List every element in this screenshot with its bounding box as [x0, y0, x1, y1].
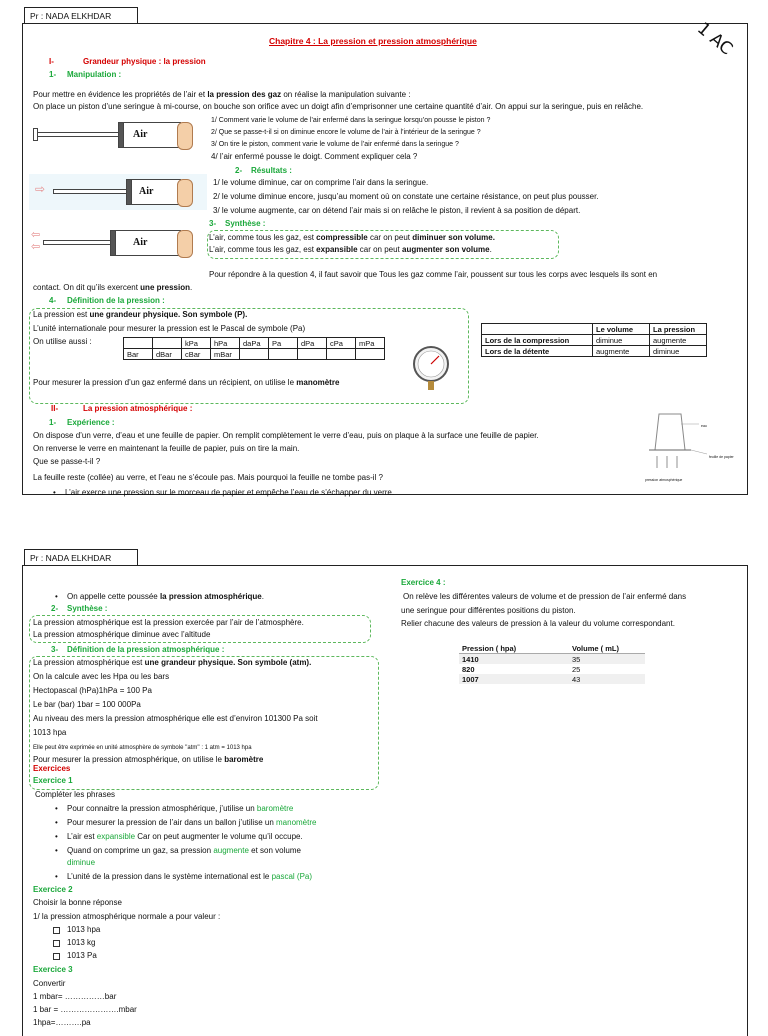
fig-label-eau: eau: [701, 424, 707, 428]
synthese-title: Synthèse :: [225, 219, 266, 228]
exercise-1-item: • L’unité de la pression dans le système international est le pascal (Pa): [67, 872, 312, 882]
ex4-cell: 43: [569, 674, 645, 684]
intro-line-1: Pour mettre en évidence les propriétés de l’air et la pression des gaz on réalise la manipulation suivante :: [33, 90, 411, 99]
units-row-bottom: [124, 349, 385, 360]
exercise-4-header-row: [459, 643, 645, 654]
exercise-4-line-3: Relier chacune des valeurs de pression à la valeur du volume correspondant.: [401, 619, 675, 628]
exercise-3-line: 1 mbar= ……………bar: [33, 992, 117, 1001]
unit-cell: hPa: [211, 338, 240, 349]
syringe-air-label-3: Air: [133, 237, 148, 248]
definition-num: 4-: [49, 296, 57, 305]
finger-icon: [177, 179, 193, 207]
unit-cell: cBar: [182, 349, 211, 360]
synthese-2-num: 2-: [51, 604, 59, 613]
ex4-cell: 1007: [459, 674, 569, 684]
synthese-num: 3-: [209, 219, 217, 228]
exercise-4-title: Exercice 4 :: [401, 578, 446, 587]
definition-2-line-1: La pression atmosphérique est une grandeur physique. Son symbole (atm).: [33, 658, 312, 667]
exercise-4-row: [459, 674, 645, 684]
intro-line-2: On place un piston d’une seringue à mi-course, on bouche son orifice avec un doigt afin d’emprisonner une certaine quantité d’air. On appui sur la seringue, puis en relâche.: [33, 102, 644, 111]
synthese-2-title: Synthèse :: [67, 604, 108, 613]
unit-cell: [240, 349, 269, 360]
exercise-2-option[interactable]: 1013 kg: [67, 938, 96, 947]
exercise-1-instruction: Compléter les phrases: [35, 790, 116, 799]
compare-row: [482, 346, 707, 357]
definition-line-2: L’unité internationale pour mesurer la pression est le Pascal de symbole (Pa): [33, 324, 306, 333]
definition-2-small: Elle peut être exprimée en unité atmosphère de symbole ''atm'' : 1 atm = 1013 hpa: [33, 745, 252, 751]
finger-icon: [177, 122, 193, 150]
result-2: 2/ le volume diminue encore, jusqu’au moment où on constate une certaine résistance, on peut plus pousser.: [213, 192, 599, 201]
ex4-header-cell: Volume ( mL): [569, 643, 645, 654]
fig-label-feuille: feuille de papier: [709, 455, 734, 459]
exercise-1-item-4-cont: diminue: [67, 858, 96, 867]
exercise-2-question: 1/ la pression atmosphérique normale a pour valeur :: [33, 912, 221, 921]
unit-cell: Bar: [124, 349, 153, 360]
exercise-1-item: • L’air est expansible Car on peut augmenter le volume qu’il occupe.: [67, 832, 303, 842]
manometer-line: Pour mesurer la pression d’un gaz enfermé dans un récipient, on utilise le manomètre: [33, 378, 340, 387]
exercise-3-instruction: Convertir: [33, 979, 66, 988]
arrow-left-icon: ⇦: [31, 229, 41, 241]
class-mark: 1 AC: [693, 18, 737, 60]
unit-cell: [124, 338, 153, 349]
exercise-3-line: 1 bar = ………………….mbar: [33, 1005, 137, 1014]
answer-4-line-1: Pour répondre à la question 4, il faut savoir que Tous les gaz comme l’air, poussent sur tous les corps avec lesquels ils sont en: [209, 270, 658, 279]
exercise-1-title: Exercice 1: [33, 776, 73, 785]
unit-cell: [269, 349, 298, 360]
atm-bullet: • On appelle cette poussée la pression atmosphérique.: [67, 592, 264, 602]
question-1: 1/ Comment varie le volume de l’air enfermé dans la seringue lorsqu’on pousse le piston ?: [211, 117, 491, 124]
ex4-cell: 1410: [459, 654, 569, 665]
exercise-4-line-2: une seringue pour différentes positions du piston.: [401, 606, 576, 615]
unit-cell: daPa: [240, 338, 269, 349]
compare-header-cell: La pression: [650, 324, 707, 335]
experience-line-3: Que se passe-t-il ?: [33, 457, 101, 466]
manometer-icon: [411, 344, 451, 394]
definition-2-line-2: On la calcule avec les Hpa ou les bars: [33, 672, 170, 681]
compare-cell: diminue: [650, 346, 707, 357]
manip-title: Manipulation :: [67, 70, 122, 79]
synthese-2-line-1: La pression atmosphérique est la pression exercée par l’air de l’atmosphère.: [33, 618, 304, 627]
exercise-2-instruction: Choisir la bonne réponse: [33, 898, 122, 907]
question-2: 2/ Que se passe-t-il si on diminue encore le volume de l’air à l’intérieur de la seringue ?: [211, 129, 481, 136]
unit-cell: dPa: [298, 338, 327, 349]
experience-line-1: On dispose d’un verre, d’eau et une feuille de papier. On remplit complètement le verre d’eau, puis on plaque à la surface une feuille de papier.: [33, 431, 539, 440]
syringe-figure-3: [29, 226, 207, 262]
compare-cell: diminue: [593, 335, 650, 346]
definition-2-line-3: Hectopascal (hPa)1hPa = 100 Pa: [33, 686, 152, 695]
compare-header-cell: Le volume: [593, 324, 650, 335]
author-tab-1: [24, 7, 138, 24]
ex4-cell: 35: [569, 654, 645, 665]
experience-line-2: On renverse le verre en maintenant la feuille de papier, puis on tire la main.: [33, 444, 300, 453]
definition-title: Définition de la pression :: [67, 296, 165, 305]
unit-cell: cPa: [327, 338, 356, 349]
definition-2-line-6: 1013 hpa: [33, 728, 67, 737]
finger-icon: [177, 230, 193, 258]
definition-line-1: La pression est une grandeur physique. Son symbole (P).: [33, 310, 248, 319]
exercise-4-row: [459, 664, 645, 674]
results-title: Résultats :: [251, 166, 292, 175]
unit-cell: mBar: [211, 349, 240, 360]
author-tab-2: [24, 549, 138, 566]
ex4-header-cell: Pression ( hpa): [459, 643, 569, 654]
page-2: [22, 565, 748, 1036]
exercise-1-item: • Pour connaitre la pression atmosphérique, j’utilise un baromètre: [67, 804, 293, 814]
barometre-line: Pour mesurer la pression atmosphérique, on utilise le baromètre: [33, 755, 264, 764]
exercise-4-line-1: On relève les différentes valeurs de volume et de pression de l’air enfermé dans: [403, 592, 687, 601]
compare-cell: augmente: [650, 335, 707, 346]
author-name: Pr : NADA ELKHDAR: [30, 553, 112, 563]
exercise-1-item: • Pour mesurer la pression de l’air dans un ballon j’utilise un manomètre: [67, 818, 316, 828]
exercise-4-table: [459, 643, 645, 684]
result-1: 1/ le volume diminue, car on comprime l’air dans la seringue.: [213, 178, 429, 187]
exercise-3-line: 1hpa=……….pa: [33, 1018, 91, 1027]
question-3: 3/ On tire le piston, comment varie le volume de l’air enfermé dans la seringue ?: [211, 141, 459, 148]
arrow-left-icon: ⇦: [31, 241, 41, 253]
page-1: [22, 18, 748, 497]
compare-header-cell: [482, 324, 593, 335]
units-row-top: [124, 338, 385, 349]
exercise-4-row: [459, 654, 645, 665]
synthese-2-line-2: La pression atmosphérique diminue avec l’altitude: [33, 630, 211, 639]
unit-cell: [356, 349, 385, 360]
unit-cell: dBar: [153, 349, 182, 360]
definition-line-3: On utilise aussi :: [33, 337, 92, 346]
section-1-title: Grandeur physique : la pression: [83, 57, 206, 66]
answer-4-line-2: contact. On dit qu’ils exercent une pression.: [33, 283, 193, 292]
compare-row: [482, 335, 707, 346]
section-2-num: II-: [51, 404, 59, 413]
exercise-2-option[interactable]: 1013 hpa: [67, 925, 101, 934]
exercise-3-title: Exercice 3: [33, 965, 73, 974]
definition-2-title: Définition de la pression atmosphérique :: [67, 645, 225, 654]
glass-experiment-figure: [629, 410, 733, 472]
exercise-2-title: Exercice 2: [33, 885, 73, 894]
fig-label-pression: pression atmosphérique: [645, 478, 683, 482]
arrow-right-icon: ⇨: [35, 182, 46, 196]
results-num: 2-: [235, 166, 243, 175]
author-name: Pr : NADA ELKHDAR: [30, 11, 112, 21]
exercise-1-item: • Quand on comprime un gaz, sa pression augmente et son volume: [67, 846, 301, 856]
question-4: 4/ l’air enfermé pousse le doigt. Comment expliquer cela ?: [211, 152, 418, 161]
unit-cell: [298, 349, 327, 360]
chapter-title: Chapitre 4 : La pression et pression atmosphérique: [269, 36, 477, 46]
experience-answer: La feuille reste (collée) au verre, et l’eau ne s’écoule pas. Mais pourquoi la feuille ne tombe pas-il ?: [33, 473, 383, 482]
compare-cell: augmente: [593, 346, 650, 357]
section-2-title: La pression atmosphérique :: [83, 404, 193, 413]
syringe-air-label-2: Air: [139, 186, 154, 197]
syringe-figure-1: [29, 118, 207, 154]
result-3: 3/ le volume augmente, car on détend l’air mais si on relâche le piston, il revient à sa position de départ.: [213, 206, 581, 215]
experience-title: Expérience :: [67, 418, 115, 427]
section-1-num: I-: [49, 57, 54, 66]
unit-cell: [153, 338, 182, 349]
definition-2-line-4: Le bar (bar) 1bar = 100 000Pa: [33, 700, 141, 709]
experience-bullet: • L’air exerce une pression sur le morceau de papier et empêche l’eau de s’échapper du verre.: [65, 488, 394, 498]
unit-cell: kPa: [182, 338, 211, 349]
unit-cell: Pa: [269, 338, 298, 349]
definition-2-line-5: Au niveau des mers la pression atmosphérique elle est d’environ 101300 Pa soit: [33, 714, 318, 723]
unit-cell: mPa: [356, 338, 385, 349]
exercices-title: Exercices: [33, 764, 71, 773]
ex4-cell: 25: [572, 664, 581, 674]
compare-cell: Lors de la compression: [482, 335, 593, 346]
synthese-line-2: L’air, comme tous les gaz, est expansible car on peut augmenter son volume.: [209, 245, 492, 254]
compare-cell: Lors de la détente: [482, 346, 593, 357]
syringe-air-label-1: Air: [133, 129, 148, 140]
exercise-2-option[interactable]: 1013 Pa: [67, 951, 97, 960]
manip-num: 1-: [49, 70, 57, 79]
ex4-cell: 820: [462, 664, 475, 674]
synthese-line-1: L’air, comme tous les gaz, est compressible car on peut diminuer son volume.: [209, 233, 495, 242]
unit-cell: [327, 349, 356, 360]
compare-table: [481, 323, 707, 357]
compare-header-row: [482, 324, 707, 335]
syringe-figure-2: [29, 174, 207, 210]
definition-2-num: 3-: [51, 645, 59, 654]
experience-num: 1-: [49, 418, 57, 427]
units-table: [123, 337, 385, 360]
